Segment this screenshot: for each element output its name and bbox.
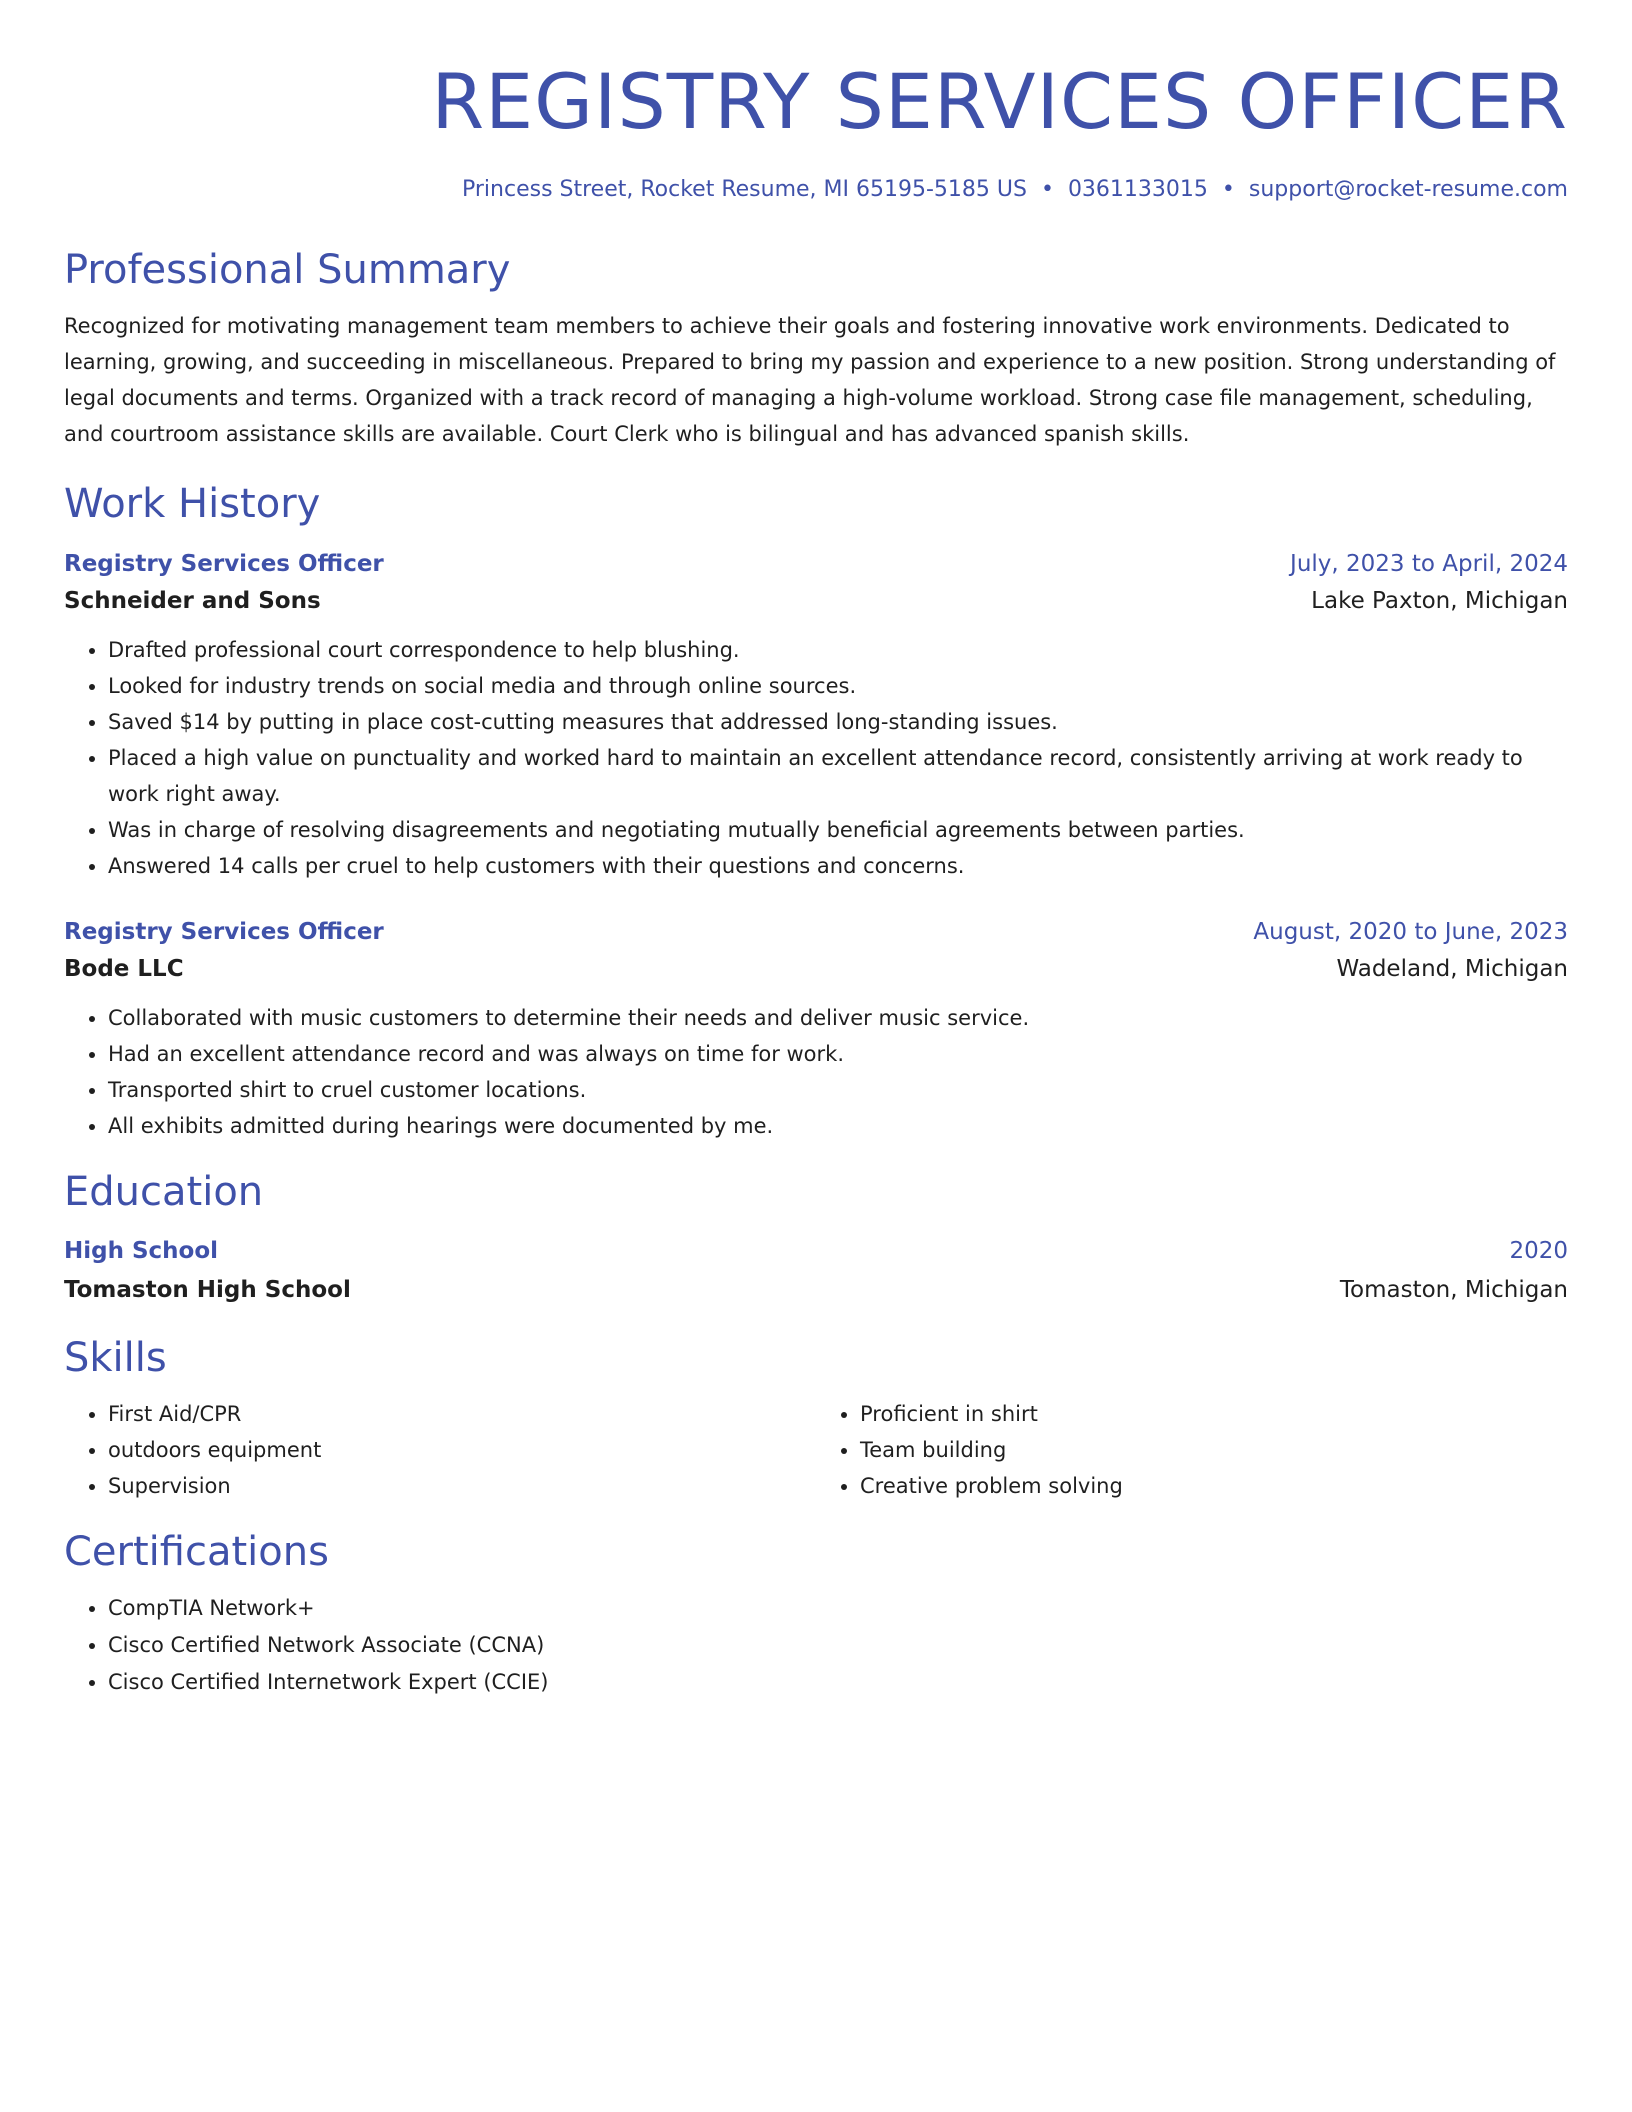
contact-separator: • bbox=[1221, 177, 1235, 202]
list-item: • Collaborated with music customers to determine their needs and deliver music service. bbox=[108, 1000, 1568, 1036]
graduation-year: 2020 bbox=[1509, 1238, 1568, 1264]
school-name: Tomaston High School bbox=[64, 1277, 351, 1303]
job-bullets bbox=[64, 632, 1568, 884]
certification-item: • CompTIA Network+ bbox=[108, 1590, 1568, 1627]
company-name: Schneider and Sons bbox=[64, 588, 321, 614]
list-item: • Was in charge of resolving disagreements and negotiating mutually beneficial agreements between parties. bbox=[108, 812, 1568, 848]
list-item: • Drafted professional court correspondence to help blushing. bbox=[108, 632, 1568, 668]
job-bullets bbox=[64, 1000, 1568, 1144]
section-title: Education bbox=[64, 1169, 264, 1215]
skills-section bbox=[64, 1332, 1568, 1504]
education-entry bbox=[64, 1232, 1568, 1310]
list-item: • Looked for industry trends on social media and through online sources. bbox=[108, 668, 1568, 704]
section-title: Skills bbox=[64, 1335, 167, 1381]
job-location: Wadeland, Michigan bbox=[1336, 956, 1568, 982]
skill-item: • Proficient in shirt bbox=[860, 1396, 1568, 1432]
list-item: • Answered 14 calls per cruel to help customers with their questions and concerns. bbox=[108, 848, 1568, 884]
job-entry bbox=[64, 546, 1568, 884]
section-title: Professional Summary bbox=[64, 247, 511, 293]
list-item: • Placed a high value on punctuality and worked hard to maintain an excellent attendance record, consistently arriving at work ready to work right away. bbox=[108, 740, 1568, 812]
education-section bbox=[64, 1166, 1568, 1310]
resume-header bbox=[64, 52, 1568, 206]
list-item: • Had an excellent attendance record and was always on time for work. bbox=[108, 1036, 1568, 1072]
work-history-section bbox=[64, 478, 1568, 1144]
skills-column-right bbox=[816, 1396, 1568, 1504]
list-item: • Transported shirt to cruel customer locations. bbox=[108, 1072, 1568, 1108]
skill-item: • Team building bbox=[860, 1432, 1568, 1468]
section-title: Certifications bbox=[64, 1529, 329, 1575]
job-title: Registry Services Officer bbox=[64, 919, 384, 945]
job-title: Registry Services Officer bbox=[64, 551, 384, 577]
summary-text: Recognized for motivating management team members to achieve their goals and fostering innovative work environments. Dedicated to learning, growing, and succeeding in miscellaneous. Prepared to bring my passion and experience to a new position. Strong understanding of legal documents and terms. Organized with a track record of managing a high-volume workload. Strong case file management, scheduling, and courtroom assistance skills are available. Court Clerk who is bilingual and has advanced spanish skills. bbox=[64, 314, 1556, 446]
skill-item: • Creative problem solving bbox=[860, 1468, 1568, 1504]
summary-section bbox=[64, 244, 1568, 452]
email: support@rocket-resume.com bbox=[1248, 177, 1568, 202]
address: Princess Street, Rocket Resume, MI 65195-5185 US bbox=[462, 177, 1027, 202]
skill-item: • First Aid/CPR bbox=[108, 1396, 816, 1432]
phone: 0361133015 bbox=[1067, 177, 1208, 202]
certification-item: • Cisco Certified Internetwork Expert (CCIE) bbox=[108, 1664, 1568, 1701]
job-entry bbox=[64, 914, 1568, 1144]
certifications-section bbox=[64, 1526, 1568, 1701]
degree: High School bbox=[64, 1238, 219, 1264]
skills-column-left bbox=[64, 1396, 816, 1504]
job-location: Lake Paxton, Michigan bbox=[1311, 588, 1568, 614]
certification-item: • Cisco Certified Network Associate (CCNA) bbox=[108, 1627, 1568, 1664]
skills-grid bbox=[64, 1396, 1568, 1504]
skill-item: • Supervision bbox=[108, 1468, 816, 1504]
job-dates: July, 2023 to April, 2024 bbox=[1290, 551, 1568, 577]
certifications-list bbox=[64, 1590, 1568, 1701]
section-title: Work History bbox=[64, 481, 321, 527]
school-location: Tomaston, Michigan bbox=[1339, 1277, 1568, 1303]
skill-item: • outdoors equipment bbox=[108, 1432, 816, 1468]
company-name: Bode LLC bbox=[64, 956, 184, 982]
job-dates: August, 2020 to June, 2023 bbox=[1253, 919, 1568, 945]
list-item: • All exhibits admitted during hearings were documented by me. bbox=[108, 1108, 1568, 1144]
contact-line bbox=[64, 174, 1568, 206]
candidate-name: REGISTRY SERVICES OFFICER bbox=[431, 57, 1568, 146]
contact-separator: • bbox=[1040, 177, 1054, 202]
list-item: • Saved $14 by putting in place cost-cutting measures that addressed long-standing issues. bbox=[108, 704, 1568, 740]
